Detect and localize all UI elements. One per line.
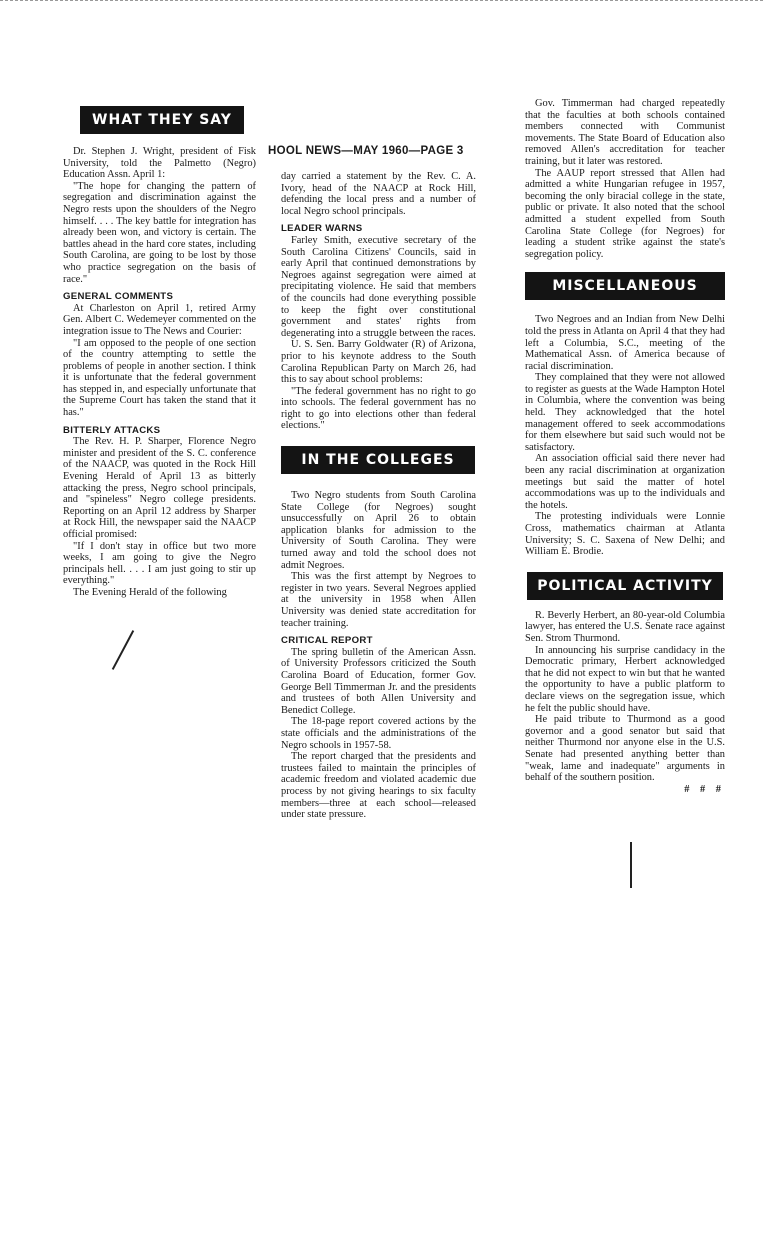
paragraph: This was the first attempt by Negroes to register in two years. Several Negroes applied at the university in 1958 when Allen University was denied state accreditation for teacher training. [281, 571, 476, 629]
end-mark: # # # [684, 783, 725, 795]
column-middle [281, 171, 476, 821]
paragraph: "I am opposed to the people of one section of the country attempting to settle the problems of people in another section. I think it is unfortunate that the federal government has stepped in, and especially unfortunate that the Supreme Court has taken the stand that it has." [63, 337, 256, 419]
column-right [525, 98, 725, 795]
paragraph: "If I don't stay in office but two more weeks, I am going to give the Negro principals hell. . . . I am just going to stir up everything." [63, 540, 256, 587]
paragraph: The Evening Herald of the following [73, 586, 227, 598]
subheading-leader-warns: LEADER WARNS [281, 223, 363, 235]
paragraph: The AAUP report stressed that Allen had admitted a white Hungarian refugee in 1957, becoming the only biracial college in the state, public or private. It also noted that the school admitted a student expelled from South Carolina State College (for Negroes) for leading a student strike against the state's segregation policy. [525, 167, 725, 260]
subheading-critical-report: CRITICAL REPORT [281, 635, 373, 647]
paragraph: In announcing his surprise candidacy in the Democratic primary, Herbert acknowledged that he did not expect to win but that he wanted the opportunity to have a public platform to declare views on the segregation issue, which he felt the public should have. [525, 644, 725, 714]
column-what-they-say [63, 106, 256, 599]
paragraph: The report charged that the presidents and trustees failed to maintain the principles of academic freedom and violated academic due process by not giving hearings to six faculty members—three at each school—released under state pressure. [281, 751, 476, 821]
pen-mark [630, 842, 632, 888]
paragraph: R. Beverly Herbert, an 80-year-old Columbia lawyer, has entered the U.S. Senate race against Sen. Strom Thurmond. [525, 609, 725, 644]
paragraph: "The hope for changing the pattern of segregation and discrimination against the Negro rests upon the shoulders of the Negro himself. . . . The key battle for integration has already been won, and victory is certain. The battles ahead in the hard core states, including South Carolina, are going to be lost by those who practice segregation on the basis of race." [63, 180, 256, 285]
pen-mark [112, 630, 134, 670]
paragraph: The 18-page report covered actions by the state officials and the administrations of the Negro schools in 1957-58. [281, 716, 476, 751]
paragraph: An association official said there never had been any racial discrimination at organization meetings but said the matter of hotel accommodations was up to the individuals and the hotels. [525, 453, 725, 511]
paragraph: Dr. Stephen J. Wright, president of Fisk University, told the Palmetto (Negro) Education Assn. April 1: [63, 146, 256, 181]
section-banner-what-they-say: WHAT THEY SAY [80, 106, 244, 134]
page-top-edge [0, 0, 763, 7]
paragraph: day carried a statement by the Rev. C. A. Ivory, head of the NAACP at Rock Hill, defending the local press and a number of local Negro school principals. [281, 171, 476, 217]
paragraph: At Charleston on April 1, retired Army Gen. Albert C. Wedemeyer commented on the integration issue to The News and Courier: [63, 302, 256, 337]
subheading-general-comments: GENERAL COMMENTS [63, 291, 174, 303]
section-banner-miscellaneous: MISCELLANEOUS [525, 272, 725, 300]
paragraph: Farley Smith, executive secretary of the South Carolina Citizens' Councils, said in early April that continued demonstrations by Negroes against segregation were aimed at precipitating violence. He said that members of the councils had done everything possible to keep the fight over constitutional government and states' rights from degenerating into a struggle between the races. [281, 234, 476, 339]
section-banner-in-the-colleges: IN THE COLLEGES [281, 446, 475, 474]
paragraph: Two Negroes and an Indian from New Delhi told the press in Atlanta on April 4 that they had left a Columbia, S.C., meeting of the Mathematical Assn. of America because of racial discrimination. [525, 314, 725, 372]
paragraph: He paid tribute to Thurmond as a good governor and a good senator but said that neither Thurmond nor anyone else in the U.S. Senate had presented anything better than "weak, lame and inadequate" arguments in behalf of the southern position. [525, 714, 725, 784]
paragraph: Two Negro students from South Carolina State College (for Negroes) sought unsuccessfully on April 26 to obtain application blanks for admission to the University of South Carolina. They were turned away and told the school does not admit Negroes. [281, 490, 476, 571]
paragraph: The spring bulletin of the American Assn. of University Professors criticized the South Carolina Board of Education, former Gov. George Bell Timmerman Jr. and the presidents and trustees of both Allen University and Benedict College. [281, 646, 476, 716]
subheading-bitterly-attacks: BITTERLY ATTACKS [63, 424, 161, 436]
section-banner-political-activity: POLITICAL ACTIVITY [527, 572, 723, 600]
paragraph: The protesting individuals were Lonnie Cross, mathematics chairman at Atlanta University; S. C. Saxena of New Delhi; and William E. Brodie. [525, 511, 725, 558]
paragraph: They complained that they were not allowed to register as guests at the Wade Hampton Hotel in Columbia, where the convention was being held. They acknowledged that the hotel management offered to seek accommodations for them elsewhere but said such would not be satisfactory. [525, 372, 725, 453]
paragraph: "The federal government has no right to go into schools. The federal government has no right to go into elections other than federal elections." [281, 385, 476, 432]
paragraph: The Rev. H. P. Sharper, Florence Negro minister and president of the S. C. conference of the NAACP, was quoted in the Rock Hill Evening Herald of April 13 as bitterly attacking the press, Negro school principals, and "spineless" Negro college presidents. Reporting on an April 12 address by Sharper at Rock Hill, the newspaper said the NAACP official promised: [63, 436, 256, 540]
running-head: HOOL NEWS—MAY 1960—PAGE 3 [268, 145, 464, 157]
paragraph: U. S. Sen. Barry Goldwater (R) of Arizona, prior to his keynote address to the South Carolina Republican Party on March 26, had this to say about school problems: [281, 339, 476, 386]
paragraph: Gov. Timmerman had charged repeatedly that the faculties at both schools contained members connected with Communist movements. The State Board of Education also removed Allen's accreditation for teacher training, but it later was restored. [525, 98, 725, 167]
